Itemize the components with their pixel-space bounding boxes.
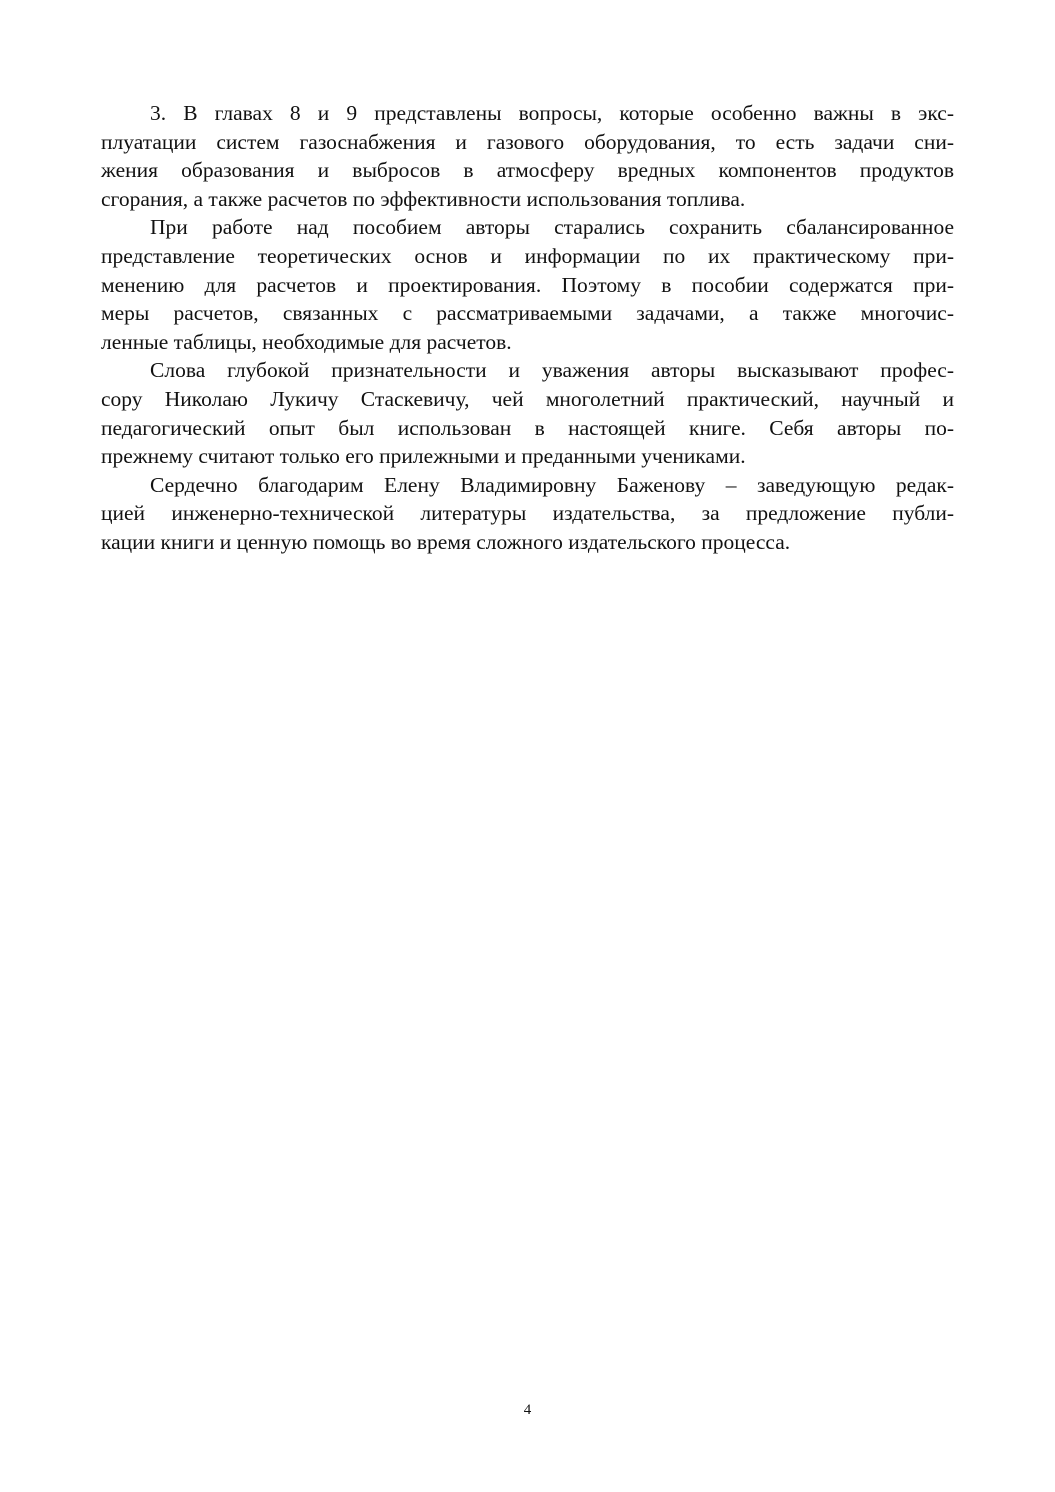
text-line: цией инженерно-технической литературы издательства, за предложение публи- <box>101 501 954 526</box>
text-line: прежнему считают только его прилежными и преданными учениками. <box>101 444 746 469</box>
text-line: Слова глубокой признательности и уважения авторы высказывают профес- <box>150 358 954 383</box>
text-line: жения образования и выбросов в атмосферу вредных компонентов продуктов <box>101 158 954 183</box>
page-number: 4 <box>523 1402 532 1418</box>
text-line: кации книги и ценную помощь во время сложного издательского процесса. <box>101 529 791 554</box>
text-line: сору Николаю Лукичу Стаскевичу, чей многолетний практический, научный и <box>101 386 954 411</box>
text-line: ленные таблицы, необходимые для расчетов. <box>101 329 512 354</box>
text-line: педагогический опыт был использован в настоящей книге. Себя авторы по- <box>101 415 954 440</box>
paragraph <box>101 213 954 356</box>
text-line: плуатации систем газоснабжения и газового оборудования, то есть задачи сни- <box>101 129 954 154</box>
text-line: менению для расчетов и проектирования. Поэтому в пособии содержатся при- <box>101 272 954 297</box>
paragraph <box>101 471 954 557</box>
text-line: Сердечно благодарим Елену Владимировну Баженову – заведующую редак- <box>150 472 954 497</box>
paragraph <box>101 99 954 213</box>
text-line: 3. В главах 8 и 9 представлены вопросы, которые особенно важны в экс- <box>150 101 954 125</box>
text-line: представление теоретических основ и информации по их практическому при- <box>101 243 954 268</box>
text-line: меры расчетов, связанных с рассматриваемыми задачами, а также многочис- <box>101 301 954 326</box>
text-line: сгорания, а также расчетов по эффективности использования топлива. <box>101 186 746 211</box>
paragraph <box>101 356 954 470</box>
body-text <box>101 99 954 557</box>
text-line: При работе над пособием авторы старались сохранить сбалансированное <box>150 215 954 240</box>
